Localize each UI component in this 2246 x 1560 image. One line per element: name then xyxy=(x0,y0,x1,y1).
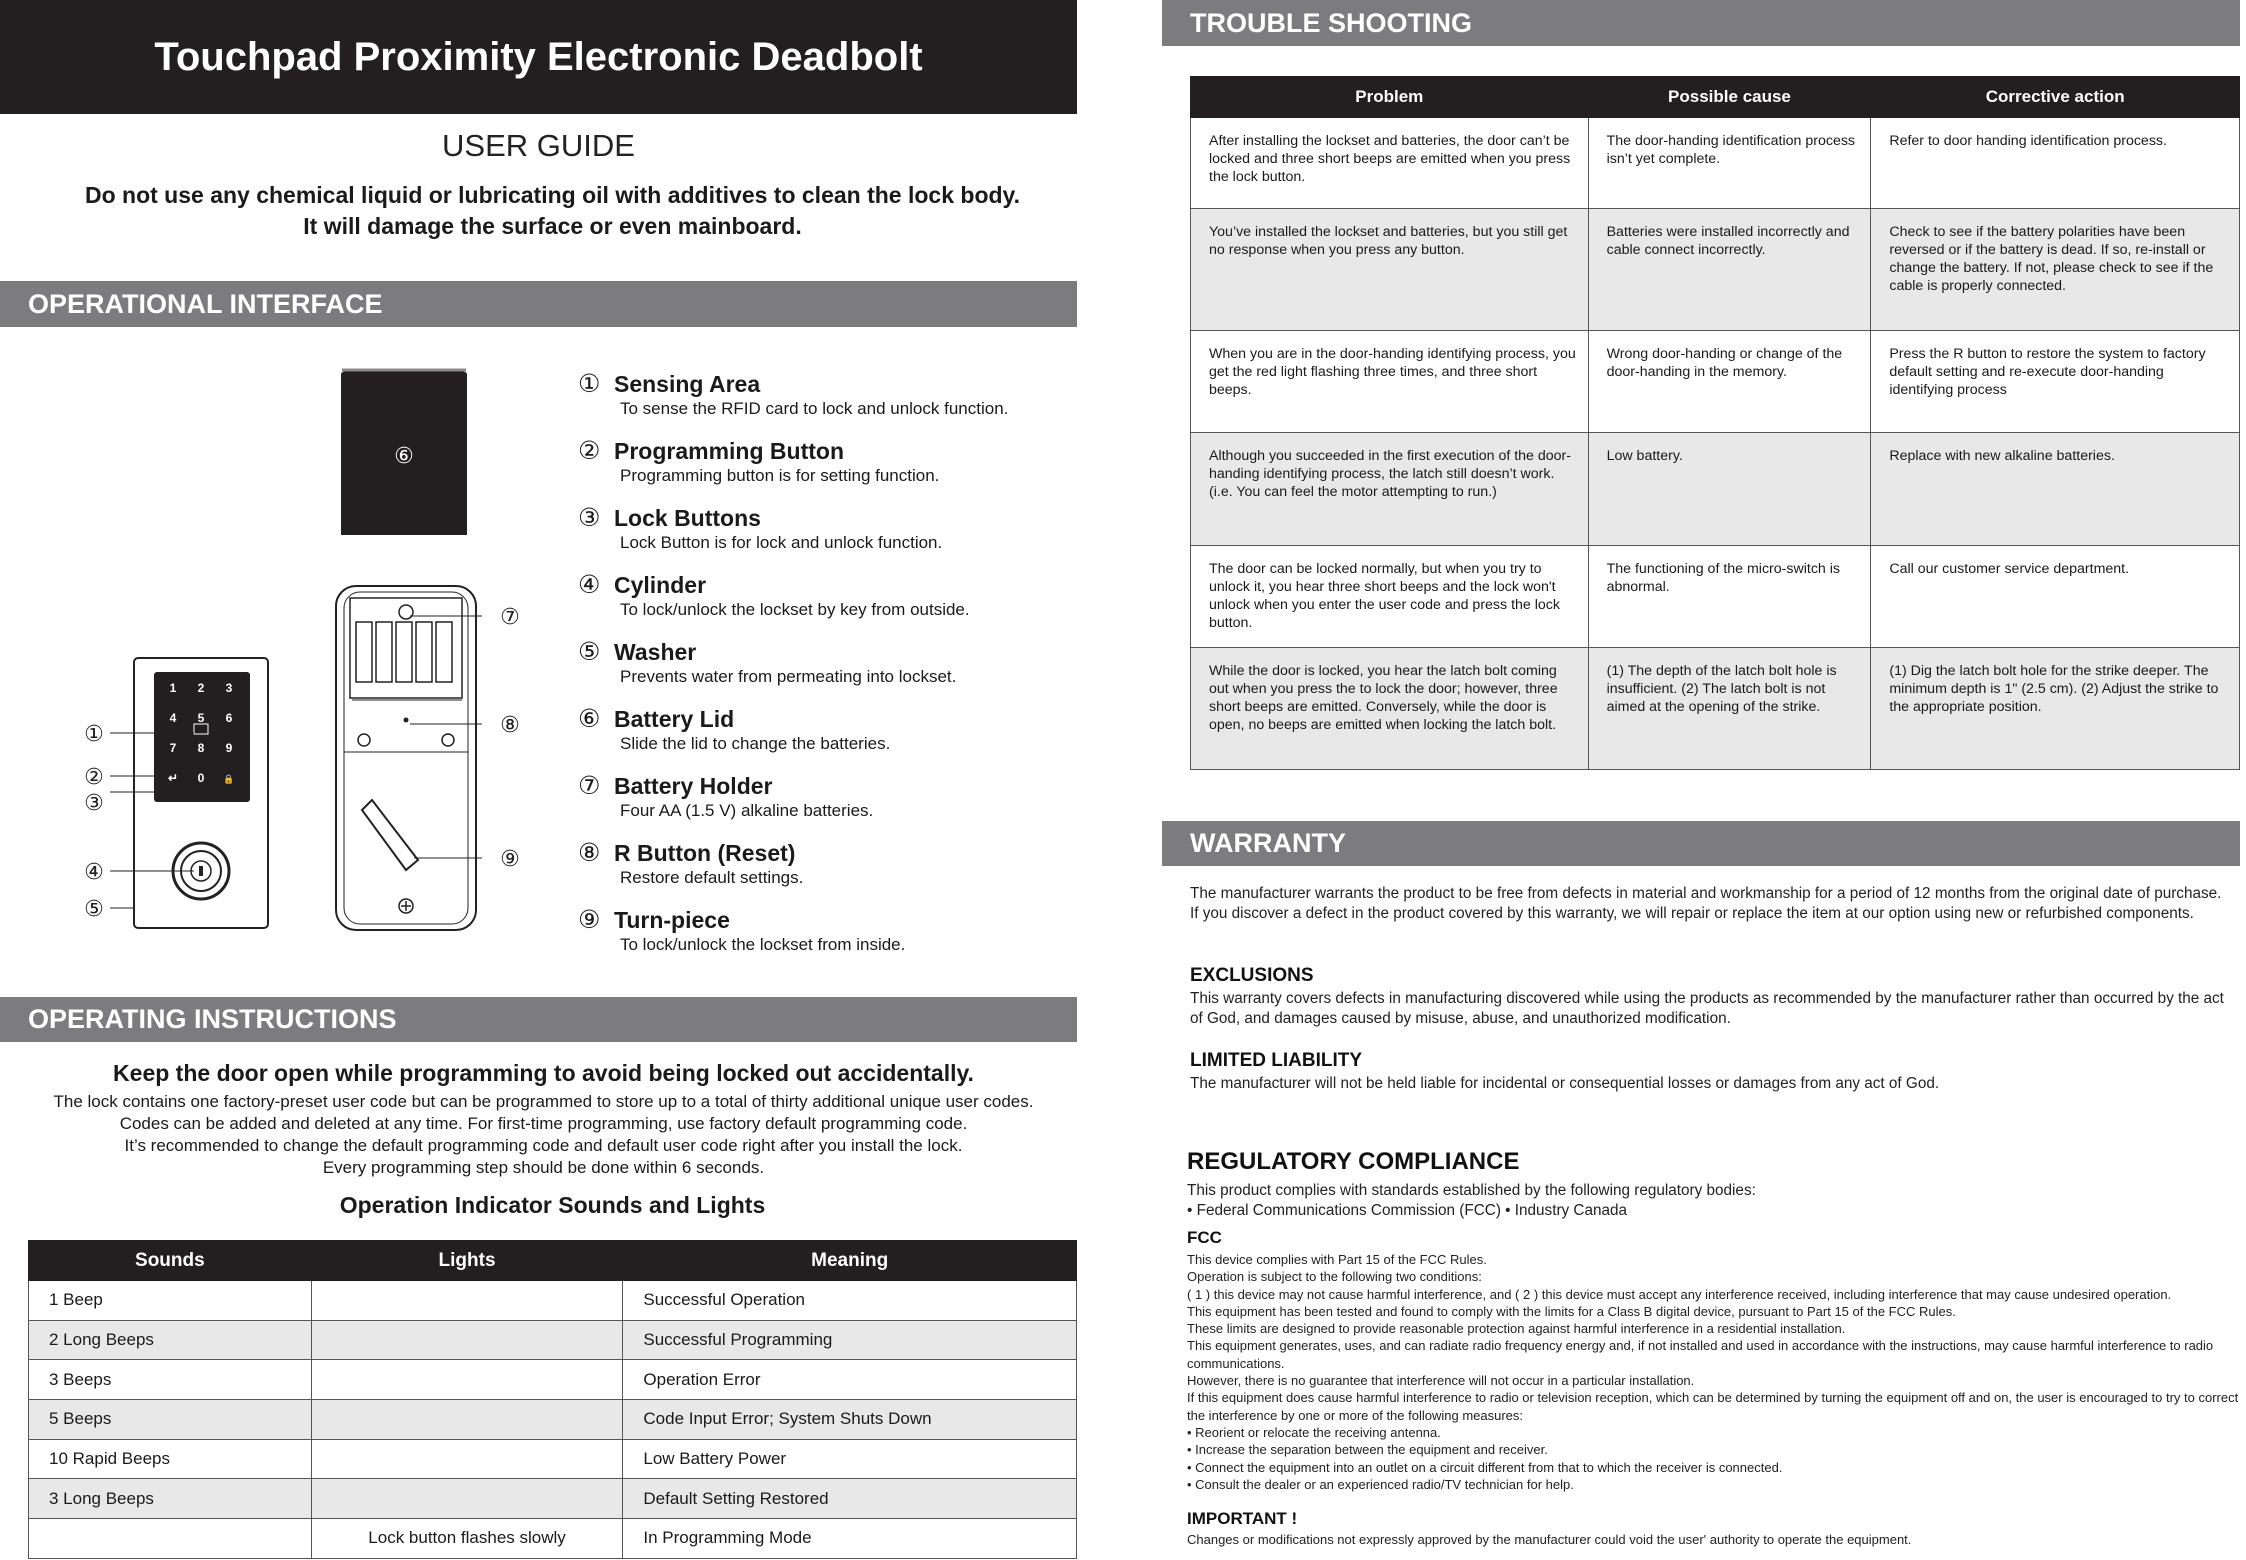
instruction-line: The lock contains one factory-preset user code but can be programmed to store up to a total of thirty additional unique user codes. xyxy=(53,1092,1034,1111)
exclusions-heading: EXCLUSIONS xyxy=(1190,965,1314,986)
warning-line: It will damage the surface or even mainboard. xyxy=(303,213,802,239)
callout-number: ⑧ xyxy=(500,713,520,738)
regulatory-heading: REGULATORY COMPLIANCE xyxy=(1187,1148,1520,1175)
keypad-key: 🔒 xyxy=(223,774,235,784)
callout-number: ① xyxy=(84,722,104,747)
table-row: When you are in the door-handing identifying process, you get the red light flashing three times, and three short beeps. Wrong door-handing or change of the door-handing in the memory. Press the R button to restore the system to factory default setting and re-execute door-handing identifying process xyxy=(1191,331,2240,433)
instructions-subheading: Keep the door open while programming to avoid being locked out accidentally. xyxy=(113,1060,974,1086)
column-header: Meaning xyxy=(623,1241,1077,1281)
column-header: Problem xyxy=(1191,77,1589,118)
keypad-key: 0 xyxy=(197,771,205,785)
keypad-key: 2 xyxy=(197,681,205,695)
table-row: 10 Rapid Beeps Low Battery Power xyxy=(29,1439,1077,1479)
exclusions-text: This warranty covers defects in manufacturing discovered while using the products as recommended by the manufacturer rather than occurred by the act of God, and damages caused by misuse, abuse, and unauthorized modification. xyxy=(1190,990,2224,1027)
operating-instructions-heading: OPERATING INSTRUCTIONS xyxy=(0,997,1077,1042)
keypad-key: 7 xyxy=(169,741,177,755)
keypad-key: 9 xyxy=(225,741,233,755)
troubleshooting-table xyxy=(1190,76,2240,770)
important-heading: IMPORTANT ! xyxy=(1187,1509,1298,1528)
feature-lock-buttons: ③ Lock Buttons Lock Button is for lock and unlock function. xyxy=(578,504,943,552)
callout-number: ⑨ xyxy=(500,847,520,872)
instruction-line: Every programming step should be done within 6 seconds. xyxy=(322,1158,765,1177)
user-guide-title: USER GUIDE xyxy=(442,128,635,163)
important-text: Changes or modifications not expressly approved by the manufacturer could void the user' authority to operate the equipment. xyxy=(1187,1532,1912,1547)
indicator-table xyxy=(28,1240,1077,1559)
interior-unit xyxy=(336,586,476,930)
feature-turn-piece: ⑨ Turn-piece To lock/unlock the lockset from inside. xyxy=(578,906,906,954)
operational-interface-heading: OPERATIONAL INTERFACE xyxy=(0,281,1077,327)
feature-battery-lid: ⑥ Battery Lid Slide the lid to change the batteries. xyxy=(578,705,891,753)
table-header-row xyxy=(29,1241,1077,1281)
feature-r-button: ⑧ R Button (Reset) Restore default settings. xyxy=(578,839,804,887)
warranty-text: The manufacturer warrants the product to be free from defects in material and workmanship for a period of 12 months from the original date of purchase. If you discover a defect in the product covered by this warranty, we will repair or replace the item at our option using new or refurbished components. xyxy=(1190,885,2222,922)
callout-number: ② xyxy=(84,765,104,790)
callout-number: ④ xyxy=(84,860,104,885)
feature-washer: ⑤ Washer Prevents water from permeating into lockset. xyxy=(578,638,957,686)
regulatory-intro: This product complies with standards established by the following regulatory bodies: • Federal Communications Commission (FCC) • Industry Canada xyxy=(1187,1182,1756,1219)
fcc-text: This device complies with Part 15 of the FCC Rules. Operation is subject to the following two conditions: ( 1 ) this device may not cause harmful interference, and ( 2 ) this device must accept any interference received, including interference that may cause undesired operation. This equipment has been tested and found to comply with the limits for a Class B digital device, pursuant to Part 15 of the FCC Rules. These limits are designed to provide reasonable protection against harmful interference in a residential installation. This equipment generates, uses, and can radiate radio frequency energy and, if not installed and used in accordance with the instructions, may cause harmful interference to radio communications. However, there is no guarantee that interference will not occur in a particular installation. If this equipment does cause harmful interference to radio or television reception, which can be determined by turning the equipment off and on, the user is encouraged to try to correct the interference by one or more of the following measures: • Reorient or relocate the receiving antenna. • Increase the separation between the equipment and receiver. • Connect the equipment into an outlet on a circuit different from that to which the receiver is connected. • Consult the dealer or an experienced radio/TV technician for help. xyxy=(1187,1252,2239,1492)
keypad-key: 6 xyxy=(225,711,233,725)
lock-diagram xyxy=(70,360,570,940)
table-row: The door can be locked normally, but when you try to unlock it, you hear three short beeps and the lock won't unlock when you enter the user code and press the lock button. The functioning of the micro-switch is abnormal. Call our customer service department. xyxy=(1191,546,2240,648)
cleaning-warning xyxy=(0,180,1105,242)
warning-line: Do not use any chemical liquid or lubricating oil with additives to clean the lock body. xyxy=(84,182,1021,208)
liability-text: The manufacturer will not be held liable for incidental or consequential losses or damages from any act of God. xyxy=(1190,1075,1940,1092)
column-header: Possible cause xyxy=(1588,77,1871,118)
feature-sensing-area: ① Sensing Area To sense the RFID card to lock and unlock function. xyxy=(578,370,1009,418)
callout-number: ⑤ xyxy=(84,897,104,922)
instructions-block xyxy=(0,1060,1087,1179)
instruction-line: Codes can be added and deleted at any time. For first-time programming, use factory default programming code. xyxy=(119,1114,968,1133)
keypad-key: 1 xyxy=(169,681,177,695)
keypad-key: 8 xyxy=(197,741,205,755)
fcc-heading: FCC xyxy=(1187,1228,1222,1247)
callout-number: ⑦ xyxy=(500,605,520,630)
table-row: 3 Long Beeps Default Setting Restored xyxy=(29,1479,1077,1519)
column-header: Corrective action xyxy=(1871,77,2240,118)
keypad-key: 4 xyxy=(169,711,177,725)
table-row: 2 Long Beeps Successful Programming xyxy=(29,1320,1077,1360)
table-row: Lock button flashes slowly In Programming Mode xyxy=(29,1519,1077,1559)
troubleshooting-heading: TROUBLE SHOOTING xyxy=(1162,0,2240,46)
instructions-body xyxy=(0,1091,1087,1179)
callout-number: ③ xyxy=(84,791,104,816)
exterior-keypad-unit xyxy=(134,658,268,928)
feature-cylinder: ④ Cylinder To lock/unlock the lockset by key from outside. xyxy=(578,571,970,619)
instruction-line: It’s recommended to change the default programming code and default user code right after you install the lock. xyxy=(124,1136,963,1155)
feature-programming-button: ② Programming Button Programming button is for setting function. xyxy=(578,437,940,485)
table-row: After installing the lockset and batteries, the door can’t be locked and three short beeps are emitted when you press the lock button. The door-handing identification process isn’t yet complete. Refer to door handing identification process. xyxy=(1191,118,2240,209)
column-header: Lights xyxy=(311,1241,623,1281)
battery-lid-drawing xyxy=(342,370,466,534)
page-title: Touchpad Proximity Electronic Deadbolt xyxy=(0,0,1077,114)
keypad-key: 3 xyxy=(225,681,233,695)
table-row: You’ve installed the lockset and batteries, but you still get no response when you press any button. Batteries were installed incorrectly and cable connect incorrectly. Check to see if the battery polarities have been reversed or if the battery is dead. If so, re-install or change the battery. If not, please check to see if the cable is properly connected. xyxy=(1191,209,2240,331)
table-row: While the door is locked, you hear the latch bolt coming out when you press the to lock the door; however, three short beeps are emitted. Conversely, while the door is open, no beeps are emitted when locking the latch bolt. (1) The depth of the latch bolt hole is insufficient. (2) The latch bolt is not aimed at the opening of the strike. (1) Dig the latch bolt hole for the strike deeper. The minimum depth is 1" (2.5 cm). (2) Adjust the strike to the appropriate position. xyxy=(1191,648,2240,770)
keypad-key: 5 xyxy=(197,711,205,725)
table-row: 5 Beeps Code Input Error; System Shuts Down xyxy=(29,1400,1077,1440)
feature-battery-holder: ⑦ Battery Holder Four AA (1.5 V) alkaline batteries. xyxy=(578,772,874,820)
keypad-key: ↵ xyxy=(167,771,179,785)
liability-heading: LIMITED LIABILITY xyxy=(1190,1050,1363,1071)
table-header-row xyxy=(1191,77,2240,118)
table-row: 3 Beeps Operation Error xyxy=(29,1360,1077,1400)
table-row: 1 Beep Successful Operation xyxy=(29,1281,1077,1321)
column-header: Sounds xyxy=(29,1241,312,1281)
warranty-heading: WARRANTY xyxy=(1162,821,2240,866)
table-row: Although you succeeded in the first execution of the door-handing identifying process, the latch still doesn’t work. (i.e. You can feel the motor attempting to run.) Low battery. Replace with new alkaline batteries. xyxy=(1191,433,2240,546)
indicator-table-title: Operation Indicator Sounds and Lights xyxy=(339,1192,766,1218)
callout-number: ⑥ xyxy=(394,444,414,469)
